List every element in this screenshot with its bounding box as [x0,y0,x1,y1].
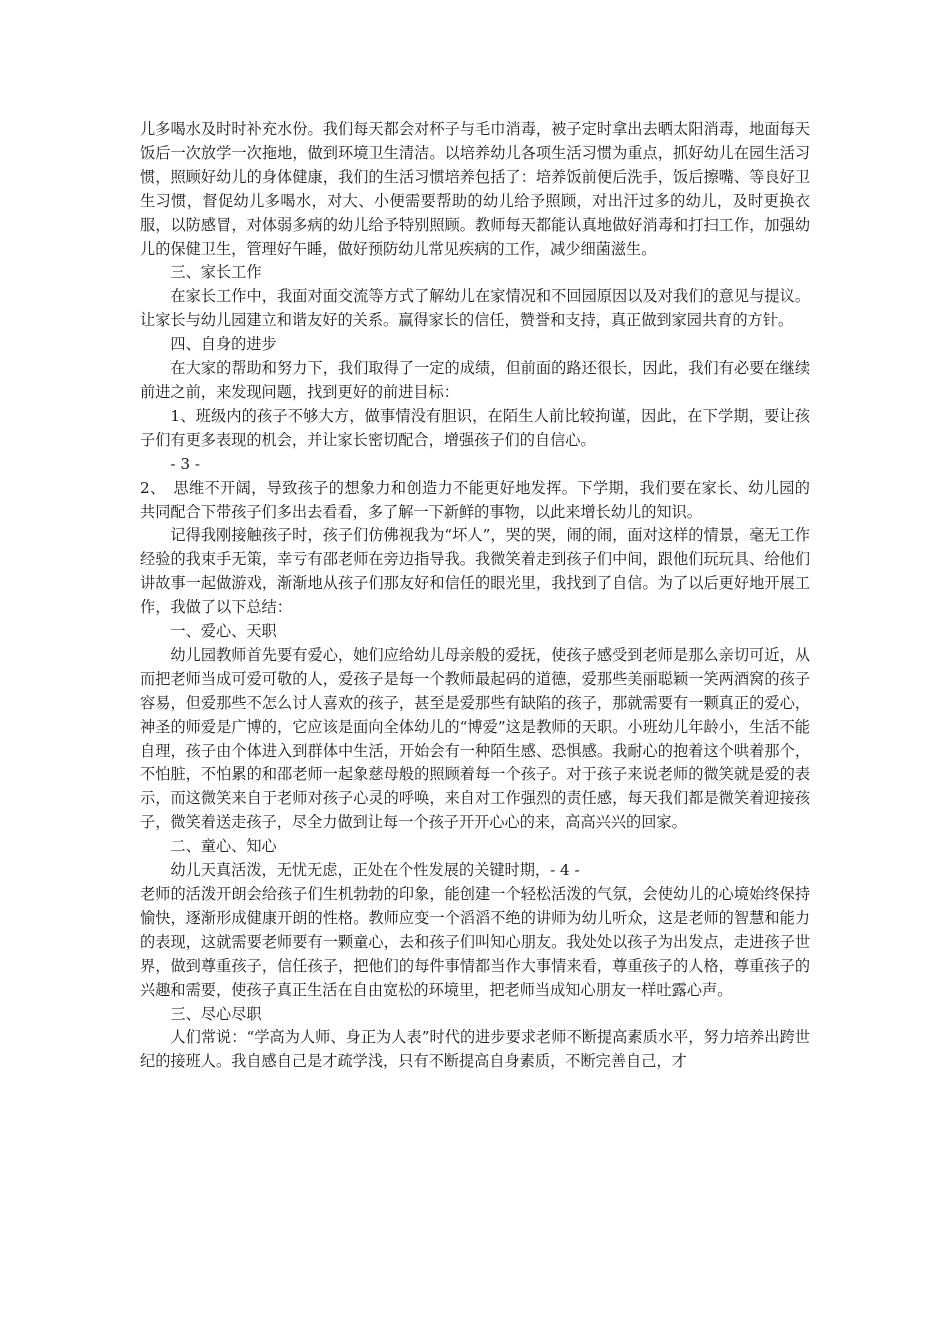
paragraph: 记得我刚接触孩子时，孩子们仿佛视我为“坏人”，哭的哭，闹的闹，面对这样的情景，毫无工作经验的我束手无策，幸亏有邵老师在旁边指导我。我微笑着走到孩子们中间，跟他们玩玩具、给他们讲故事一起做游戏，渐渐地从孩子们那友好和信任的眼光里，我找到了自信。为了以后更好地开展工作，我做了以下总结： [140,526,810,617]
paragraph: 在大家的帮助和努力下，我们取得了一定的成绩，但前面的路还很长，因此，我们有必要在继续前进之前，来发现问题，找到更好的前进目标： [140,359,810,401]
paragraph: 儿多喝水及时时补充水份。我们每天都会对杯子与毛巾消毒，被子定时拿出去晒太阳消毒，地面每天饭后一次放学一次拖地，做到环境卫生清洁。以培养幼儿各项生活习惯为重点，抓好幼儿在园生活习惯，照顾好幼儿的身体健康，我们的生活习惯培养包括了：培养饭前便后洗手，饭后擦嘴、等良好卫生习惯，督促幼儿多喝水，对大、小便需要帮助的幼儿给予照顾，对出汗过多的幼儿，及时更换衣服，以防感冒，对体弱多病的幼儿给予特别照顾。教师每天都能认真地做好消毒和打扫工作，加强幼儿的保健卫生，管理好午睡，做好预防幼儿常见疾病的工作，减少细菌滋生。 [140,120,810,258]
paragraph: 在家长工作中，我面对面交流等方式了解幼儿在家情况和不回园原因以及对我们的意见与提议。让家长与幼儿园建立和谐友好的关系。赢得家长的信任，赞誉和支持，真正做到家园共育的方针。 [140,287,810,330]
paragraph: 2、 思维不开阔，导致孩子的想象力和创造力不能更好地发挥。下学期，我们要在家长、幼儿园的共同配合下带孩子们多出去看看，多了解一下新鲜的事物，以此来增长幼儿的知识。 [140,478,810,521]
section-heading: 三、家长工作 [170,263,262,282]
page-number: - 3 - [170,454,200,473]
paragraph: 1、班级内的孩子不够大方，做事情没有胆识，在陌生人前比较拘谨，因此，在下学期，要让孩子们有更多表现的机会，并让家长密切配合，增强孩子们的自信心。 [140,406,810,449]
section-heading: 二、童心、知心 [170,837,277,856]
section-heading: 一、爱心、天职 [170,622,277,641]
paragraph: 老师的活泼开朗会给孩子们生机勃勃的印象，能创建一个轻松活泼的气氛，会使幼儿的心境始终保持愉快，逐渐形成健康开朗的性格。教师应变一个滔滔不绝的讲师为幼儿听众，这是老师的智慧和能力的表现，这就需要老师要有一颗童心，去和孩子们叫知心朋友。我处处以孩子为出发点，走进孩子世界，做到尊重孩子，信任孩子，把他们的每件事情都当作大事情来看，尊重孩子的人格，尊重孩子的兴趣和需要，使孩子真正生活在自由宽松的环境里，把老师当成知心朋友一样吐露心声。 [140,885,810,999]
section-heading: 四、自身的进步 [170,335,277,354]
section-heading: 三、尽心尽职 [170,1004,262,1023]
paragraph: 幼儿园教师首先要有爱心，她们应给幼儿母亲般的爱抚，使孩子感受到老师是那么亲切可近，从而把老师当成可爱可敬的人，爱孩子是每一个教师最起码的道德，爱那些美丽聪颖一笑两酒窝的孩子容易，但爱那些不怎么讨人喜欢的孩子，甚至是爱那些有缺陷的孩子，那就需要有一颗真正的爱心，神圣的师爱是广博的，它应该是面向全体幼儿的“博爱”这是教师的天职。小班幼儿年龄小，生活不能自理，孩子由个体进入到群体中生活，开始会有一种陌生感、恐惧感。我耐心的抱着这个哄着那个，不怕脏，不怕累的和邵老师一起象慈母般的照顾着每一个孩子。对于孩子来说老师的微笑就是爱的表示，而这微笑来自于老师对孩子心灵的呼唤，来自对工作强烈的责任感，每天我们都是微笑着迎接孩子，微笑着送走孩子，尽全力做到让每一个孩子开开心心的来，高高兴兴的回家。 [140,645,810,832]
paragraph: 人们常说：“学高为人师、身正为人表”时代的进步要求老师不断提高素质水平，努力培养出跨世纪的接班人。我自感自己是才疏学浅，只有不断提高自身素质，不断完善自己，才 [140,1028,810,1071]
paragraph: 幼儿天真活泼，无忧无虑，正处在个性发展的关键时期，- 4 - [170,861,580,880]
